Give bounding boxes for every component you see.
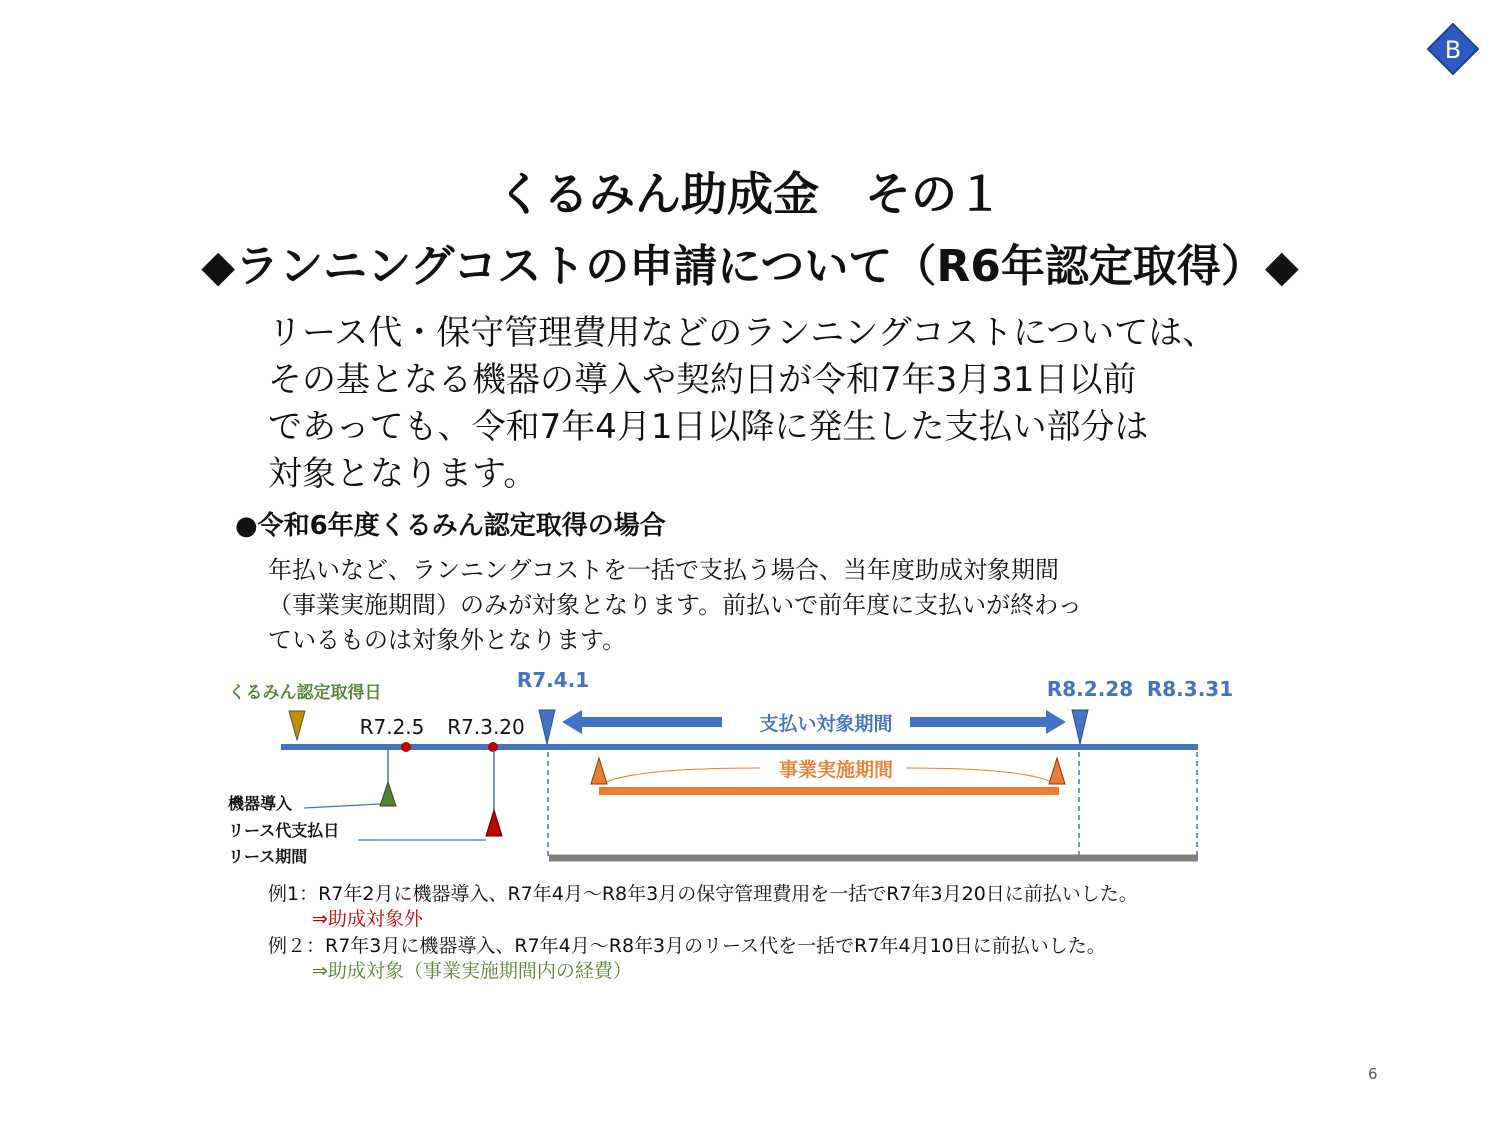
example-2-text: 例２：R7年3月に機器導入、R7年4月～R8年3月のリース代を一括でR7年4月10日に前払いした。 bbox=[268, 935, 1106, 957]
badge-b bbox=[1427, 23, 1479, 75]
payment-arrow-right bbox=[910, 710, 1066, 734]
project-start-triangle bbox=[591, 758, 607, 784]
section-desc-line-3: ているものは対象外となります。 bbox=[268, 626, 627, 654]
date-r7-2-5: R7.2.5 bbox=[359, 715, 425, 739]
equipment-triangle bbox=[380, 782, 396, 806]
section-heading: ●令和6年度くるみん認定取得の場合 bbox=[235, 511, 666, 541]
payment-arrow-left bbox=[562, 710, 722, 734]
example-1-result: ⇒助成対象外 bbox=[312, 908, 423, 930]
date-r7-3-20: R7.3.20 bbox=[447, 715, 525, 739]
certification-triangle bbox=[289, 711, 305, 740]
legend-lease-payment: リース代支払日 bbox=[228, 821, 340, 840]
project-end-triangle bbox=[1049, 758, 1065, 784]
legend-equipment: 機器導入 bbox=[228, 794, 293, 813]
date-r7-4-1: R7.4.1 bbox=[516, 668, 590, 692]
lease-payment-triangle bbox=[486, 810, 502, 836]
triangle-r8-2-28 bbox=[1072, 710, 1088, 744]
legend-lease-period: リース期間 bbox=[228, 847, 308, 866]
date-r8-3-31: R8.3.31 bbox=[1146, 677, 1234, 701]
intro-line-4: 対象となります。 bbox=[268, 454, 538, 494]
payment-period-label: 支払い対象期間 bbox=[759, 713, 893, 735]
triangle-r7-4-1 bbox=[539, 710, 555, 744]
example-1-text: 例1：R7年2月に機器導入、R7年4月～R8年3月の保守管理費用を一括でR7年3月20日に前払いした。 bbox=[268, 883, 1138, 905]
certification-date-label: くるみん認定取得日 bbox=[228, 683, 382, 703]
project-period-label: 事業実施期間 bbox=[778, 759, 894, 781]
intro-line-1: リース代・保守管理費用などのランニングコストについては、 bbox=[268, 313, 1217, 353]
badge-label: B bbox=[1444, 36, 1462, 64]
dot-r7-3-20 bbox=[488, 742, 498, 752]
page-title: くるみん助成金 その１ bbox=[497, 167, 1003, 221]
intro-line-3: であっても、令和7年4月1日以降に発生した支払い部分は bbox=[268, 407, 1149, 447]
date-r8-2-28: R8.2.28 bbox=[1046, 677, 1134, 701]
example-2-result: ⇒助成対象（事業実施期間内の経費） bbox=[312, 960, 632, 982]
section-desc-line-1: 年払いなど、ランニングコストを一括で支払う場合、当年度助成対象期間 bbox=[268, 556, 1060, 584]
section-desc-line-2: （事業実施期間）のみが対象となります。前払いで前年度に支払いが終わっ bbox=[268, 591, 1082, 619]
intro-line-2: その基となる機器の導入や契約日が令和7年3月31日以前 bbox=[268, 360, 1137, 400]
dot-r7-2-5 bbox=[401, 742, 411, 752]
page-number: 6 bbox=[1368, 1065, 1378, 1083]
page-subtitle: ◆ランニングコストの申請について（R6年認定取得）◆ bbox=[201, 241, 1299, 292]
timeline-diagram bbox=[0, 660, 1500, 880]
